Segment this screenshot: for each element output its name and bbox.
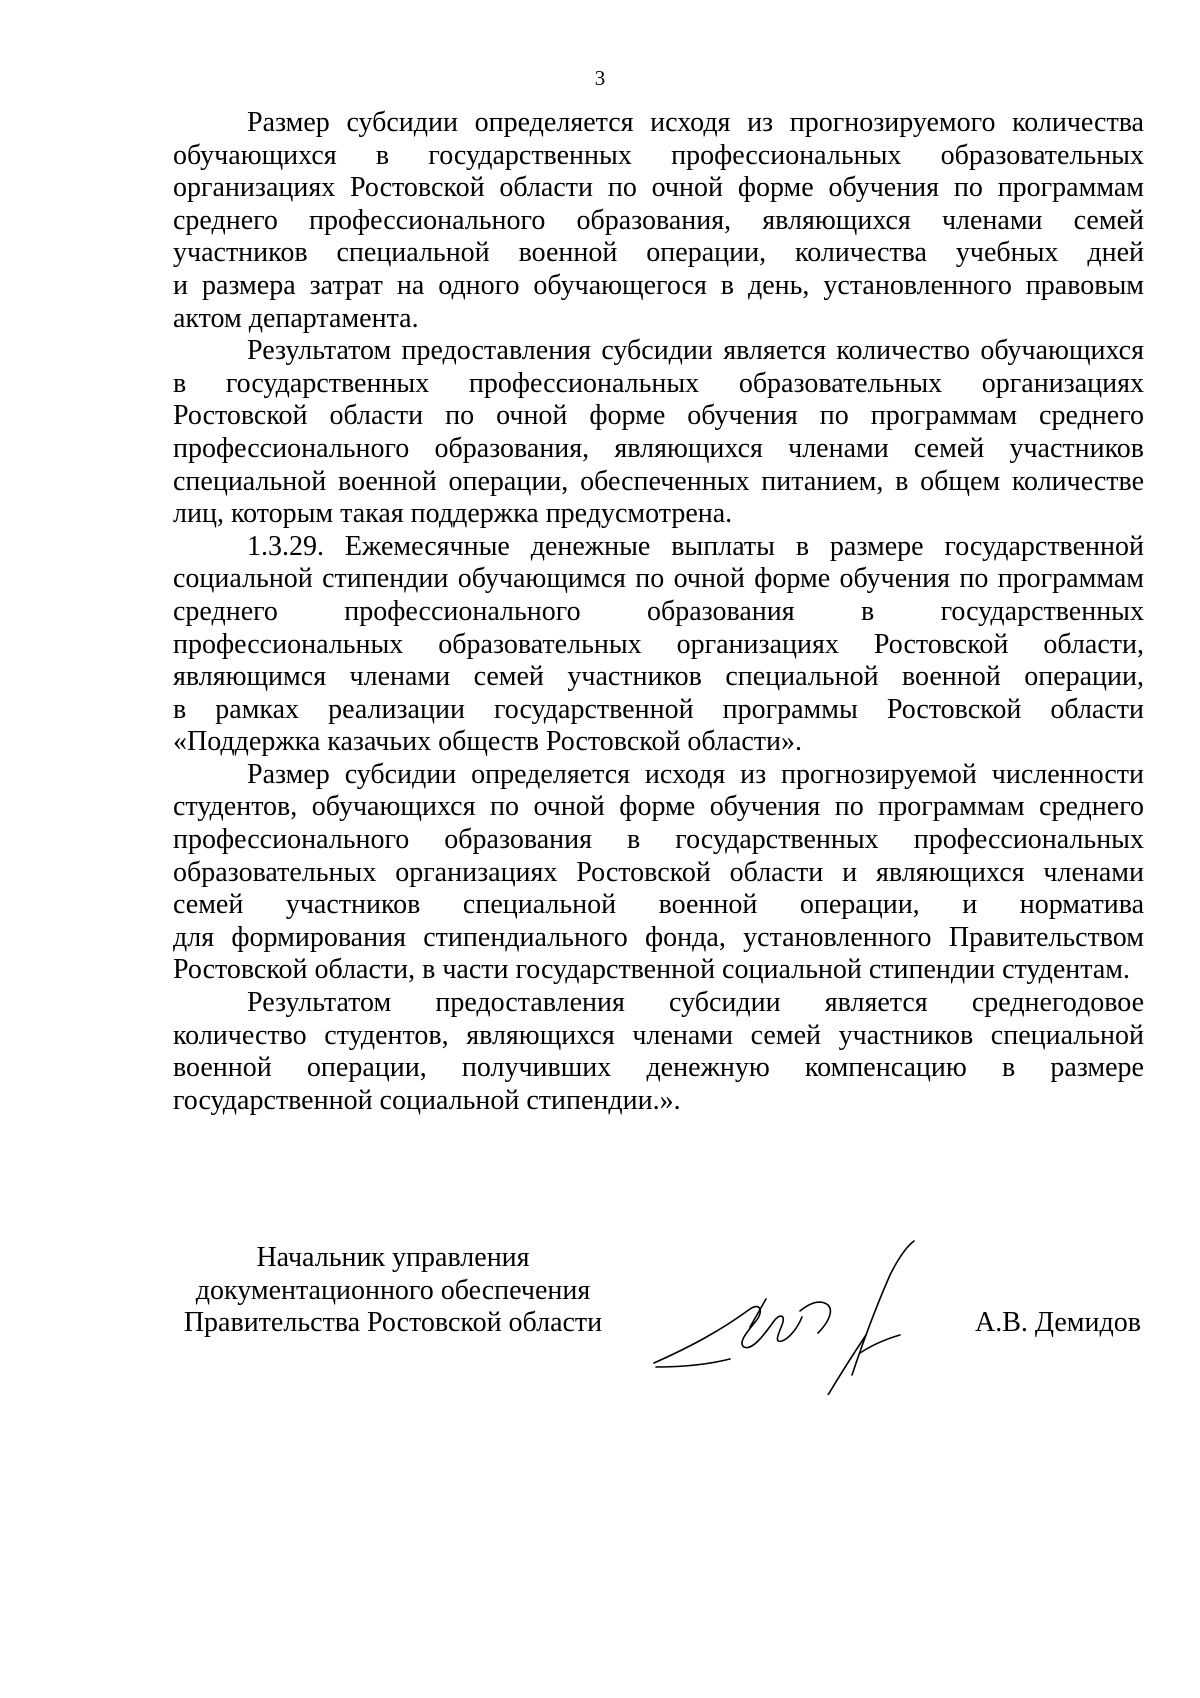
text-line: Размер субсидии определяется исходя из прогнозируемой численности xyxy=(247,758,1144,790)
text-line: специальной военной операции, обеспеченных питанием, в общем количестве xyxy=(173,465,1144,497)
text-line: 1.3.29. Ежемесячные денежные выплаты в размере государственной xyxy=(247,530,1144,562)
signer-name: А.В. Демидов xyxy=(975,1307,1141,1338)
page-number: 3 xyxy=(594,66,606,90)
text-line: профессионального образования, являющихся членами семей участников xyxy=(173,432,1144,464)
text-line: «Поддержка казачьих обществ Ростовской области». xyxy=(173,726,803,758)
text-line: профессионального образования в государственных профессиональных xyxy=(173,824,1144,856)
signatory-title-line: документационного обеспечения xyxy=(195,1274,591,1306)
text-line: и размера затрат на одного обучающегося в день, установленного правовым xyxy=(173,269,1144,301)
text-line: участников специальной военной операции, количества учебных дней xyxy=(173,237,1144,269)
text-line: Результатом предоставления субсидии является среднегодовое xyxy=(247,987,1144,1019)
signatory-title-line: Начальник управления xyxy=(256,1242,530,1273)
paragraph-1 xyxy=(173,107,1144,335)
text-line: являющимся членами семей участников специальной военной операции, xyxy=(173,661,1144,693)
text-line: государственной социальной стипендии.». xyxy=(173,1084,681,1116)
text-line: военной операции, получивших денежную компенсацию в размере xyxy=(173,1052,1144,1084)
text-line: количество студентов, являющихся членами семей участников специальной xyxy=(173,1019,1144,1051)
text-line: Ростовской области, в части государственной социальной стипендии студентам. xyxy=(173,954,1131,986)
text-line: социальной стипендии обучающимся по очной форме обучения по программам xyxy=(173,563,1144,595)
paragraph-3 xyxy=(173,531,1144,759)
text-line: Результатом предоставления субсидии является количество обучающихся xyxy=(247,335,1144,367)
text-line: Ростовской области по очной форме обучения по программам среднего xyxy=(173,400,1144,432)
text-line: студентов, обучающихся по очной форме обучения по программам среднего xyxy=(173,791,1144,823)
paragraph-4 xyxy=(173,759,1144,987)
text-line: профессиональных образовательных организациях Ростовской области, xyxy=(173,628,1144,660)
text-line: Размер субсидии определяется исходя из прогнозируемого количества xyxy=(247,107,1144,138)
document-body xyxy=(173,107,1144,1117)
handwritten-signature xyxy=(650,1235,930,1395)
text-line: организациях Ростовской области по очной форме обучения по программам xyxy=(173,172,1144,204)
text-line: среднего профессионального образования, являющихся членами семей xyxy=(173,204,1144,236)
text-line: среднего профессионального образования в государственных xyxy=(173,595,1144,627)
signatory-title-line: Правительства Ростовской области xyxy=(183,1307,603,1339)
text-line: в рамках реализации государственной программы Ростовской области xyxy=(173,693,1144,725)
text-line: лиц, которым такая поддержка предусмотрена. xyxy=(173,498,733,530)
signatory-title xyxy=(173,1242,613,1340)
paragraph-5 xyxy=(173,987,1144,1117)
text-line: семей участников специальной военной операции, и норматива xyxy=(173,889,1144,921)
text-line: для формирования стипендиального фонда, установленного Правительством xyxy=(173,921,1144,953)
paragraph-2 xyxy=(173,335,1144,531)
text-line: образовательных организациях Ростовской области и являющихся членами xyxy=(173,856,1144,888)
text-line: обучающихся в государственных профессиональных образовательных xyxy=(173,139,1144,171)
text-line: актом департамента. xyxy=(173,302,419,334)
text-line: в государственных профессиональных образовательных организациях xyxy=(173,367,1144,399)
